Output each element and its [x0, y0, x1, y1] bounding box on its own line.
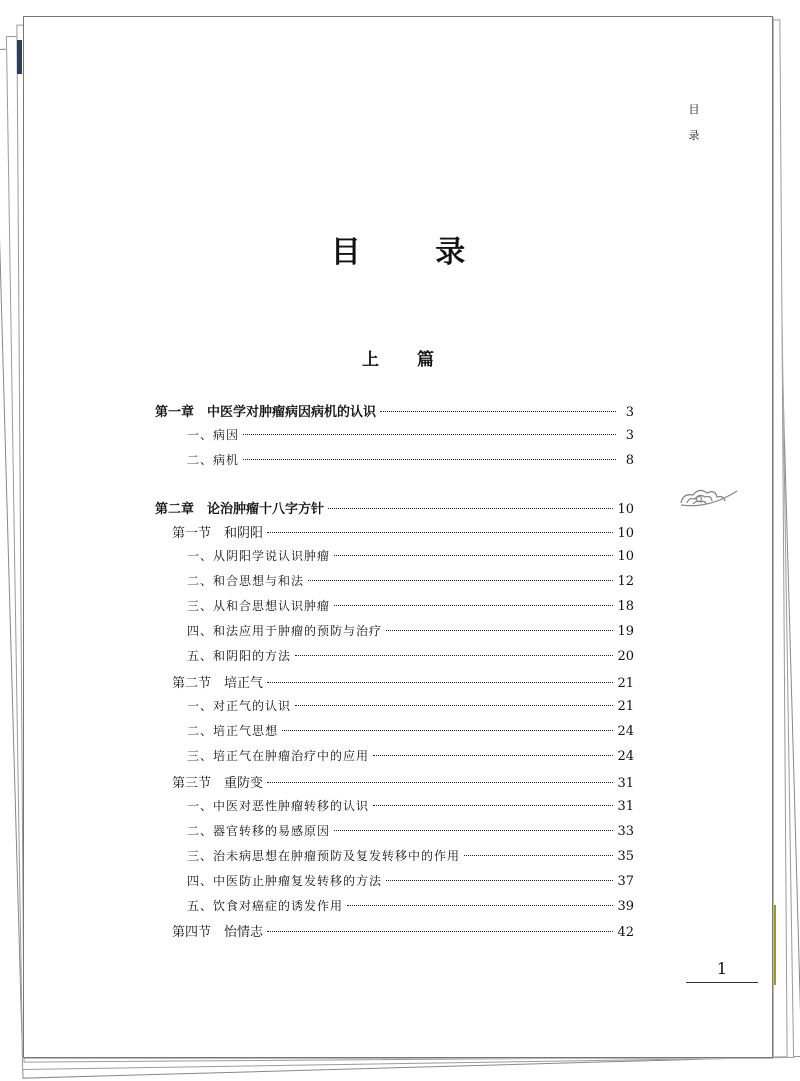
toc-label: 三、治未病思想在肿瘤预防及复发转移中的作用	[187, 849, 461, 863]
toc-row[interactable]	[172, 672, 634, 692]
toc-page-number: 31	[617, 776, 634, 791]
toc-label: 一、从阴阳学说认识肿瘤	[187, 549, 331, 563]
toc-page-number: 3	[625, 428, 634, 443]
toc-page-number: 42	[617, 925, 634, 940]
dot-leader	[373, 804, 613, 806]
toc-label: 第一节 和阴阳	[172, 526, 264, 541]
dot-leader	[464, 854, 613, 856]
dot-leader	[373, 754, 613, 756]
toc-page-number: 8	[625, 453, 634, 468]
toc-page-number: 35	[617, 849, 634, 864]
toc-row[interactable]	[187, 622, 634, 642]
dot-leader	[267, 681, 613, 683]
toc-page-number: 21	[617, 676, 634, 691]
dot-leader	[282, 729, 613, 731]
dot-leader	[328, 507, 613, 509]
running-header-char: 目	[688, 103, 700, 116]
dot-leader	[295, 704, 613, 706]
toc-label: 第二章 论治肿瘤十八字方针	[155, 502, 325, 517]
toc-label: 四、和法应用于肿瘤的预防与治疗	[187, 624, 383, 638]
toc-label: 第一章 中医学对肿瘤病因病机的认识	[155, 405, 377, 420]
toc-label: 二、培正气思想	[187, 724, 279, 738]
toc-page-number: 24	[617, 749, 634, 764]
toc-label: 四、中医防止肿瘤复发转移的方法	[187, 874, 383, 888]
toc-row[interactable]	[187, 426, 634, 446]
page-title: 目 录	[330, 235, 498, 270]
toc-label: 五、饮食对癌症的诱发作用	[187, 899, 344, 913]
toc-row[interactable]	[187, 797, 634, 817]
toc-row[interactable]	[187, 822, 634, 842]
toc-page-number: 10	[617, 502, 634, 517]
toc-label: 第二节 培正气	[172, 676, 264, 691]
toc-page-number: 20	[617, 649, 634, 664]
toc-page-number: 21	[617, 699, 634, 714]
dot-leader	[308, 579, 613, 581]
toc-page-number: 10	[617, 526, 634, 541]
page-edge-accent-left	[17, 40, 22, 74]
toc-row[interactable]	[172, 522, 634, 542]
dot-leader	[295, 654, 613, 656]
dot-leader	[347, 904, 613, 906]
toc-row[interactable]	[187, 722, 634, 742]
toc-label: 第三节 重防变	[172, 776, 264, 791]
toc-row[interactable]	[187, 872, 634, 892]
toc-row[interactable]	[155, 401, 634, 421]
toc-row[interactable]	[187, 572, 634, 592]
dot-leader	[380, 410, 616, 412]
toc-page-number: 33	[617, 824, 634, 839]
toc-page-number: 3	[625, 405, 634, 420]
toc-page-number: 10	[617, 549, 634, 564]
toc-label: 二、病机	[187, 453, 240, 467]
toc-row[interactable]	[187, 697, 634, 717]
toc-row[interactable]	[172, 772, 634, 792]
part-heading: 上 篇	[362, 350, 450, 370]
book-page	[23, 16, 773, 1058]
toc-row[interactable]	[187, 597, 634, 617]
toc-page-number: 37	[617, 874, 634, 889]
dot-leader	[243, 433, 616, 435]
page-number: 1	[686, 959, 758, 983]
running-header-char: 录	[688, 129, 700, 142]
table-of-contents	[24, 17, 772, 1057]
toc-label: 二、器官转移的易感原因	[187, 824, 331, 838]
toc-row[interactable]	[172, 921, 634, 941]
toc-label: 三、从和合思想认识肿瘤	[187, 599, 331, 613]
dot-leader	[386, 629, 613, 631]
dot-leader	[243, 458, 616, 460]
toc-page-number: 39	[617, 899, 634, 914]
toc-page-number: 31	[617, 799, 634, 814]
toc-row[interactable]	[187, 547, 634, 567]
toc-label: 五、和阴阳的方法	[187, 649, 292, 663]
toc-row[interactable]	[155, 498, 634, 518]
dot-leader	[267, 930, 613, 932]
toc-page-number: 24	[617, 724, 634, 739]
toc-page-number: 19	[617, 624, 634, 639]
toc-label: 二、和合思想与和法	[187, 574, 305, 588]
dot-leader	[267, 781, 613, 783]
dot-leader	[334, 554, 613, 556]
dot-leader	[334, 604, 613, 606]
toc-label: 三、培正气在肿瘤治疗中的应用	[187, 749, 370, 763]
toc-label: 一、对正气的认识	[187, 699, 292, 713]
cloud-ornament-icon	[679, 483, 741, 513]
dot-leader	[386, 879, 613, 881]
toc-label: 第四节 怡情志	[172, 925, 264, 940]
toc-row[interactable]	[187, 847, 634, 867]
toc-page-number: 18	[617, 599, 634, 614]
toc-row[interactable]	[187, 747, 634, 767]
dot-leader	[267, 531, 613, 533]
toc-label: 一、病因	[187, 428, 240, 442]
dot-leader	[334, 829, 613, 831]
toc-label: 一、中医对恶性肿瘤转移的认识	[187, 799, 370, 813]
toc-page-number: 12	[617, 574, 634, 589]
toc-row[interactable]	[187, 647, 634, 667]
toc-row[interactable]	[187, 897, 634, 917]
toc-row[interactable]	[187, 451, 634, 471]
